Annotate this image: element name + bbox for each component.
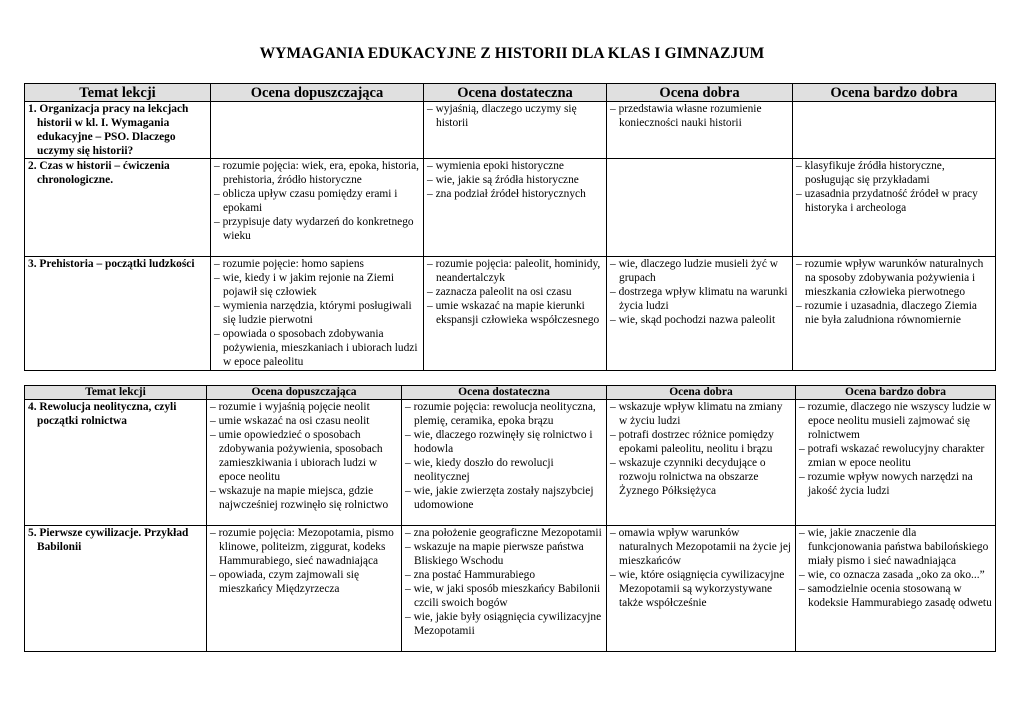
cell-dobra	[607, 526, 796, 652]
dash-bullet: –	[214, 160, 220, 172]
requirement-text: wymienia narzędzia, którymi posługiwali się ludzie pierwotni	[222, 300, 412, 326]
cell-dopuszczajaca	[211, 102, 424, 159]
requirement-text: rozumie pojęcie: homo sapiens	[222, 258, 364, 270]
requirement-text: zna położenie geograficzne Mezopotamii	[413, 527, 602, 539]
dash-bullet: –	[799, 471, 805, 483]
header-topic: Temat lekcji	[25, 84, 211, 102]
dash-bullet: –	[796, 188, 802, 200]
header-bardzo-dobra: Ocena bardzo dobra	[793, 84, 996, 102]
dash-bullet: –	[427, 174, 433, 186]
dash-bullet: –	[405, 583, 411, 595]
requirement-text: oblicza upływ czasu pomiędzy erami i epokami	[222, 188, 398, 214]
requirement-item	[799, 568, 992, 582]
requirement-text: samodzielnie ocenia stosowaną w kodeksie Hammurabiego zasadę odwetu	[807, 583, 992, 609]
requirement-item	[610, 313, 789, 327]
requirement-item	[210, 400, 398, 414]
requirement-text: wie, które osiągnięcia cywilizacyjne Mezopotamii są wykorzystywane także współcześnie	[618, 569, 785, 609]
dash-bullet: –	[610, 286, 616, 298]
dash-bullet: –	[610, 258, 616, 270]
dash-bullet: –	[610, 314, 616, 326]
requirement-item	[427, 257, 603, 285]
dash-bullet: –	[427, 160, 433, 172]
dash-bullet: –	[210, 569, 216, 581]
requirement-item	[405, 582, 603, 610]
requirement-item	[405, 484, 603, 512]
header-topic: Temat lekcji	[25, 386, 207, 400]
page-title: WYMAGANIA EDUKACYJNE Z HISTORII DLA KLAS I GIMNAZJUM	[259, 45, 765, 62]
dash-bullet: –	[405, 527, 411, 539]
dash-bullet: –	[405, 457, 411, 469]
requirement-item	[210, 484, 398, 512]
dash-bullet: –	[405, 401, 411, 413]
requirement-text: opowiada o sposobach zdobywania pożywienia, mieszkaniach i ubiorach ludzi w epoce paleolitu	[222, 328, 418, 368]
requirement-text: omawia wpływ warunków naturalnych Mezopotamii na życie jej mieszkańców	[618, 527, 792, 567]
cell-dopuszczajaca	[211, 257, 424, 371]
requirement-text: wie, w jaki sposób mieszkańcy Babilonii czcili swoich bogów	[413, 583, 601, 609]
requirement-text: rozumie pojęcia: Mezopotamia, pismo klinowe, politeizm, ziggurat, kodeks Hammurabiego, sieć nawadniająca	[218, 527, 394, 567]
requirement-item	[210, 428, 398, 484]
dash-bullet: –	[610, 569, 616, 581]
dash-bullet: –	[210, 485, 216, 497]
dash-bullet: –	[210, 401, 216, 413]
requirement-item	[610, 428, 792, 456]
requirement-text: wskazuje na mapie miejsca, gdzie najwcześniej rozwinęło się rolnictwo	[218, 485, 389, 511]
dash-bullet: –	[427, 286, 433, 298]
table-header-row	[25, 386, 996, 400]
requirement-item	[610, 102, 789, 130]
requirement-text: wie, jakie są źródła historyczne	[435, 174, 579, 186]
table-row	[25, 526, 996, 652]
dash-bullet: –	[405, 485, 411, 497]
topic-text: 4. Rewolucja neolityczna, czyli początki rolnictwa	[28, 401, 177, 427]
cell-dostateczna	[402, 526, 607, 652]
requirement-text: rozumie pojęcia: wiek, era, epoka, historia, prehistoria, źródło historyczne	[222, 160, 419, 186]
requirement-text: wie, jakie znaczenie dla funkcjonowania państwa babilońskiego miały pismo i sieć nawadniająca	[807, 527, 989, 567]
table-row	[25, 400, 996, 526]
requirement-item	[610, 285, 789, 313]
requirement-item	[210, 414, 398, 428]
requirement-item	[210, 526, 398, 568]
requirement-item	[610, 257, 789, 285]
dash-bullet: –	[796, 258, 802, 270]
requirement-text: potrafi dostrzec różnice pomiędzy epokami paleolitu, neolitu i brązu	[618, 429, 774, 455]
header-bardzo-dobra: Ocena bardzo dobra	[796, 386, 996, 400]
cell-bardzo-dobra	[793, 159, 996, 257]
cell-topic	[25, 257, 211, 371]
dash-bullet: –	[799, 527, 805, 539]
requirement-text: rozumie pojęcia: rewolucja neolityczna, plemię, ceramika, epoka brązu	[413, 401, 596, 427]
requirement-text: wskazuje na mapie pierwsze państwa Bliskiego Wschodu	[413, 541, 584, 567]
cell-bardzo-dobra	[793, 102, 996, 159]
requirement-item	[427, 285, 603, 299]
dash-bullet: –	[214, 258, 220, 270]
requirement-text: klasyfikuje źródła historyczne, posługując się przykładami	[804, 160, 945, 186]
requirement-item	[427, 299, 603, 327]
requirement-item	[799, 442, 992, 470]
cell-dostateczna	[424, 102, 607, 159]
cell-dopuszczajaca	[211, 159, 424, 257]
requirement-text: wymienia epoki historyczne	[435, 160, 564, 172]
cell-dobra	[607, 400, 796, 526]
topic-text: 1. Organizacja pracy na lekcjach historii w kl. I. Wymagania edukacyjne – PSO. Dlaczego uczymy się historii?	[28, 103, 189, 157]
requirement-item	[214, 299, 420, 327]
requirement-item	[427, 187, 603, 201]
dash-bullet: –	[214, 328, 220, 340]
dash-bullet: –	[210, 415, 216, 427]
dash-bullet: –	[214, 216, 220, 228]
dash-bullet: –	[796, 160, 802, 172]
requirement-item	[214, 257, 420, 271]
requirement-item	[214, 271, 420, 299]
cell-topic	[25, 102, 211, 159]
dash-bullet: –	[210, 429, 216, 441]
requirement-text: rozumie pojęcia: paleolit, hominidy, neandertalczyk	[435, 258, 601, 284]
dash-bullet: –	[405, 541, 411, 553]
header-dobra: Ocena dobra	[607, 386, 796, 400]
cell-bardzo-dobra	[796, 400, 996, 526]
requirement-item	[405, 568, 603, 582]
requirement-item	[799, 400, 992, 442]
requirement-text: wie, kiedy doszło do rewolucji neolitycznej	[413, 457, 554, 483]
requirement-item	[405, 610, 603, 638]
requirement-text: wyjaśnią, dlaczego uczymy się historii	[435, 103, 577, 129]
requirement-item	[427, 173, 603, 187]
requirement-item	[796, 159, 992, 187]
requirement-text: wie, kiedy i w jakim rejonie na Ziemi pojawił się człowiek	[222, 272, 395, 298]
dash-bullet: –	[610, 527, 616, 539]
cell-dopuszczajaca	[207, 400, 402, 526]
cell-dostateczna	[402, 400, 607, 526]
requirement-text: opowiada, czym zajmowali się mieszkańcy Międzyrzecza	[218, 569, 359, 595]
requirement-item	[610, 400, 792, 428]
requirement-item	[799, 470, 992, 498]
requirement-text: uzasadnia przydatność źródeł w pracy historyka i archeologa	[804, 188, 978, 214]
table-row	[25, 257, 996, 371]
table-row	[25, 102, 996, 159]
requirement-text: potrafi wskazać rewolucyjny charakter zmian w epoce neolitu	[807, 443, 985, 469]
requirement-item	[799, 526, 992, 568]
requirement-text: wskazuje wpływ klimatu na zmiany w życiu ludzi	[618, 401, 783, 427]
requirement-text: rozumie wpływ nowych narzędzi na jakość życia ludzi	[807, 471, 973, 497]
requirement-item	[799, 582, 992, 610]
dash-bullet: –	[610, 457, 616, 469]
cell-topic	[25, 159, 211, 257]
dash-bullet: –	[214, 188, 220, 200]
requirement-item	[405, 456, 603, 484]
table-header-row	[25, 84, 996, 102]
requirement-item	[796, 257, 992, 299]
requirement-text: umie wskazać na mapie kierunki ekspansji człowieka współczesnego	[435, 300, 600, 326]
cell-dostateczna	[424, 159, 607, 257]
dash-bullet: –	[405, 429, 411, 441]
requirement-item	[610, 526, 792, 568]
dash-bullet: –	[799, 569, 805, 581]
requirement-text: wie, co oznacza zasada „oko za oko...”	[807, 569, 985, 581]
cell-dopuszczajaca	[207, 526, 402, 652]
cell-dostateczna	[424, 257, 607, 371]
requirement-text: zaznacza paleolit na osi czasu	[435, 286, 572, 298]
requirement-text: umie opowiedzieć o sposobach zdobywania pożywienia, sposobach zamieszkiwania i ubiorach ludzi w epoce neolitu	[218, 429, 383, 483]
dash-bullet: –	[799, 443, 805, 455]
requirement-item	[610, 456, 792, 498]
requirement-text: zna podział źródeł historycznych	[435, 188, 586, 200]
dash-bullet: –	[610, 429, 616, 441]
requirement-text: rozumie, dlaczego nie wszyscy ludzie w epoce neolitu musieli zajmować się rolnictwem	[807, 401, 992, 441]
requirement-text: wie, jakie były osiągnięcia cywilizacyjne Mezopotamii	[413, 611, 602, 637]
header-dobra: Ocena dobra	[607, 84, 793, 102]
cell-dobra	[607, 102, 793, 159]
requirement-text: wskazuje czynniki decydujące o rozwoju rolnictwa na obszarze Żyznego Półksiężyca	[618, 457, 766, 497]
requirement-text: wie, dlaczego rozwinęły się rolnictwo i hodowla	[413, 429, 593, 455]
dash-bullet: –	[427, 258, 433, 270]
requirement-item	[210, 568, 398, 596]
header-dopuszczajaca: Ocena dopuszczająca	[211, 84, 424, 102]
dash-bullet: –	[210, 527, 216, 539]
topic-text: 3. Prehistoria – początki ludzkości	[28, 258, 195, 270]
requirement-item	[405, 540, 603, 568]
dash-bullet: –	[214, 272, 220, 284]
requirements-table-2	[24, 385, 996, 652]
requirement-item	[405, 400, 603, 428]
requirement-text: wie, jakie zwierzęta zostały najszybciej udomowione	[413, 485, 594, 511]
header-dostateczna: Ocena dostateczna	[424, 84, 607, 102]
cell-dobra	[607, 159, 793, 257]
requirements-table-1	[24, 83, 996, 371]
requirement-text: dostrzega wpływ klimatu na warunki życia ludzi	[618, 286, 788, 312]
requirement-item	[610, 568, 792, 610]
requirement-text: przypisuje daty wydarzeń do konkretnego wieku	[222, 216, 414, 242]
requirement-item	[427, 102, 603, 130]
header-dopuszczajaca: Ocena dopuszczająca	[207, 386, 402, 400]
requirement-item	[214, 187, 420, 215]
requirement-text: rozumie wpływ warunków naturalnych na sposoby zdobywania pożywienia i mieszkania człowieka pierwotnego	[804, 258, 984, 298]
topic-text: 5. Pierwsze cywilizacje. Przykład Babilonii	[28, 527, 189, 553]
requirement-text: przedstawia własne rozumienie konieczności nauki historii	[618, 103, 762, 129]
dash-bullet: –	[799, 401, 805, 413]
requirement-text: umie wskazać na osi czasu neolit	[218, 415, 370, 427]
cell-bardzo-dobra	[793, 257, 996, 371]
dash-bullet: –	[610, 103, 616, 115]
requirement-item	[214, 327, 420, 369]
requirement-item	[796, 187, 992, 215]
cell-topic	[25, 400, 207, 526]
requirement-item	[405, 428, 603, 456]
requirement-text: rozumie i wyjaśnią pojęcie neolit	[218, 401, 370, 413]
dash-bullet: –	[427, 188, 433, 200]
dash-bullet: –	[427, 103, 433, 115]
dash-bullet: –	[427, 300, 433, 312]
requirement-text: rozumie i uzasadnia, dlaczego Ziemia nie była zaludniona równomiernie	[804, 300, 977, 326]
requirement-text: wie, skąd pochodzi nazwa paleolit	[618, 314, 776, 326]
requirement-item	[214, 215, 420, 243]
dash-bullet: –	[610, 401, 616, 413]
requirement-text: zna postać Hammurabiego	[413, 569, 536, 581]
requirement-item	[427, 159, 603, 173]
requirement-item	[405, 526, 603, 540]
dash-bullet: –	[214, 300, 220, 312]
cell-dobra	[607, 257, 793, 371]
cell-topic	[25, 526, 207, 652]
header-dostateczna: Ocena dostateczna	[402, 386, 607, 400]
dash-bullet: –	[405, 611, 411, 623]
dash-bullet: –	[405, 569, 411, 581]
topic-text: 2. Czas w historii – ćwiczenia chronologiczne.	[28, 160, 170, 186]
table-row	[25, 159, 996, 257]
dash-bullet: –	[799, 583, 805, 595]
requirement-item	[796, 299, 992, 327]
requirement-item	[214, 159, 420, 187]
cell-bardzo-dobra	[796, 526, 996, 652]
requirement-text: wie, dlaczego ludzie musieli żyć w grupach	[618, 258, 778, 284]
dash-bullet: –	[796, 300, 802, 312]
